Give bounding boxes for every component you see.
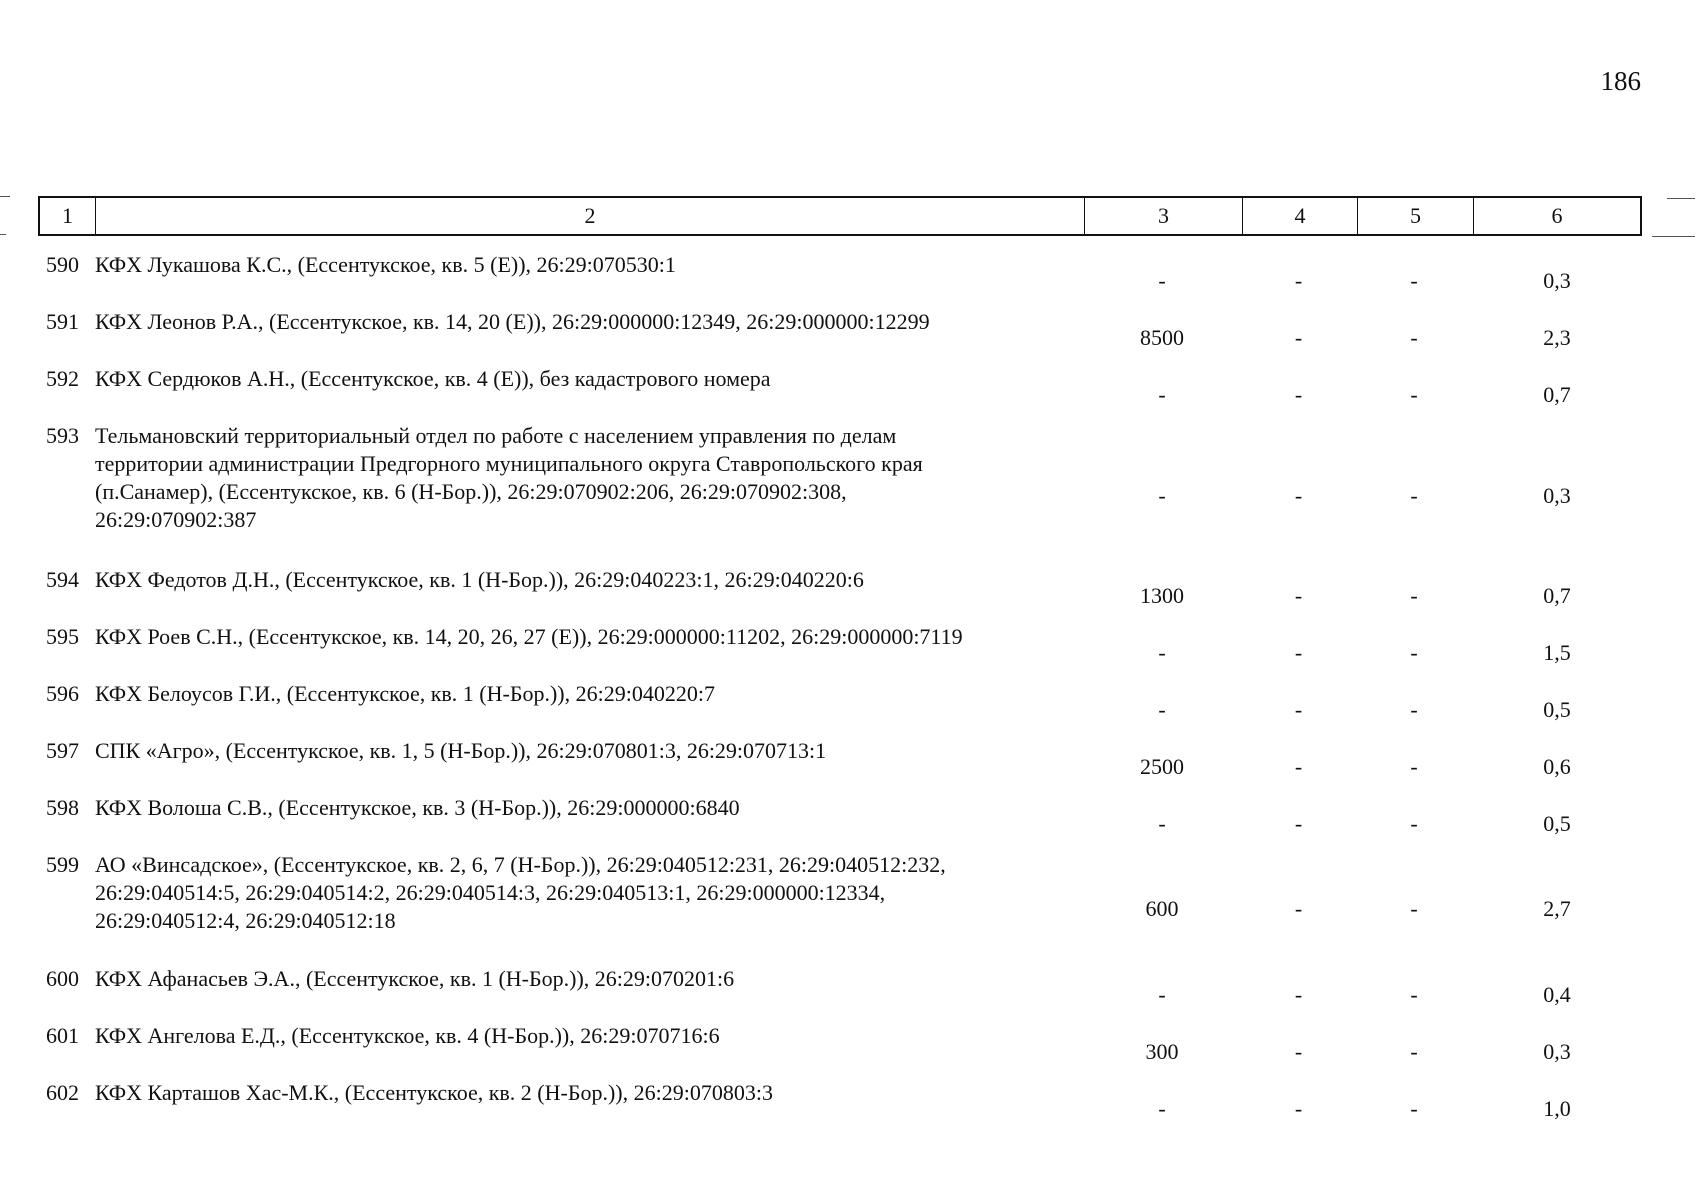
row-col-6: 0,7 (1543, 583, 1571, 608)
scan-mark-left-lower (0, 234, 6, 235)
header-col-6: 6 (1551, 203, 1563, 228)
row-description: КФХ Леонов Р.А., (Ессентукское, кв. 14, 20 (Е)), 26:29:000000:12349, 26:29:000000:12299 (95, 309, 930, 334)
row-number: 596 (46, 681, 79, 706)
row-col-6: 0,3 (1543, 483, 1571, 508)
row-col-3: - (1158, 268, 1166, 293)
row-col-5: - (1410, 640, 1418, 665)
row-col-3: 300 (1145, 1039, 1179, 1064)
row-col-4: - (1294, 268, 1303, 293)
row-col-5: - (1410, 982, 1418, 1007)
scan-mark-right (1667, 198, 1695, 199)
row-col-6: 0,3 (1543, 1039, 1571, 1064)
row-col-4: - (1294, 483, 1303, 508)
row-col-6: 0,3 (1543, 268, 1571, 293)
row-description: КФХ Волоша С.В., (Ессентукское, кв. 3 (Н-Бор.)), 26:29:000000:6840 (95, 795, 740, 820)
header-col-3: 3 (1085, 198, 1243, 234)
row-col-3: - (1158, 1096, 1166, 1121)
row-col-4: - (1294, 982, 1303, 1007)
row-col-6: 0,4 (1543, 982, 1571, 1007)
row-col-4: - (1294, 896, 1303, 921)
row-number: 593 (46, 423, 79, 448)
row-description: КФХ Карташов Хас-М.К., (Ессентукское, кв. 2 (Н-Бор.)), 26:29:070803:3 (95, 1080, 773, 1105)
row-number: 595 (46, 624, 79, 649)
row-col-3: - (1158, 811, 1166, 836)
row-description: КФХ Афанасьев Э.А., (Ессентукское, кв. 1 (Н-Бор.)), 26:29:070201:6 (95, 966, 735, 991)
row-col-6: 1,0 (1543, 1096, 1571, 1121)
row-number: 600 (46, 966, 79, 991)
row-col-4: - (1294, 325, 1303, 350)
row-description: КФХ Ангелова Е.Д., (Ессентукское, кв. 4 (Н-Бор.)), 26:29:070716:6 (95, 1023, 720, 1048)
row-col-5: - (1410, 811, 1418, 836)
row-col-4: - (1294, 697, 1303, 722)
row-col-5: - (1410, 325, 1418, 350)
row-col-5: - (1410, 483, 1418, 508)
row-col-3: - (1158, 382, 1166, 407)
scan-mark-right-lower (1652, 236, 1695, 237)
row-col-6: 1,5 (1543, 640, 1571, 665)
row-col-4: - (1294, 382, 1303, 407)
row-col-5: - (1410, 697, 1418, 722)
row-number: 601 (46, 1023, 79, 1048)
row-description: КФХ Сердюков А.Н., (Ессентукское, кв. 4 (Е)), без кадастрового номера (95, 366, 771, 391)
row-col-3: 1300 (1140, 583, 1184, 608)
row-number: 599 (46, 852, 79, 877)
row-col-4: - (1294, 811, 1303, 836)
row-description: КФХ Белоусов Г.И., (Ессентукское, кв. 1 (Н-Бор.)), 26:29:040220:7 (95, 681, 715, 706)
row-col-4: - (1294, 640, 1303, 665)
row-col-3: - (1158, 697, 1166, 722)
header-col-5: 5 (1358, 198, 1474, 234)
row-col-4: - (1294, 1039, 1303, 1064)
row-col-5: - (1410, 1039, 1418, 1064)
row-col-3: 8500 (1140, 325, 1184, 350)
row-col-3: - (1158, 982, 1166, 1007)
row-col-3: - (1158, 483, 1166, 508)
scan-mark-left (0, 196, 10, 197)
row-col-3: 600 (1145, 896, 1179, 921)
row-col-5: - (1410, 382, 1418, 407)
row-col-6: 0,7 (1543, 382, 1571, 407)
table-header (38, 196, 1642, 236)
header-col-4: 4 (1243, 198, 1358, 234)
header-col-2: 2 (96, 198, 1085, 234)
row-number: 591 (46, 309, 79, 334)
row-description: КФХ Лукашова К.С., (Ессентукское, кв. 5 (Е)), 26:29:070530:1 (95, 252, 676, 277)
row-col-3: 2500 (1140, 754, 1184, 779)
row-number: 598 (46, 795, 79, 820)
row-col-6: 0,6 (1543, 754, 1571, 779)
row-col-6: 2,3 (1543, 325, 1571, 350)
page-number: 186 (1600, 66, 1641, 96)
row-col-5: - (1410, 268, 1418, 293)
header-col-1: 1 (40, 198, 96, 234)
row-number: 590 (46, 252, 79, 277)
row-number: 602 (46, 1080, 79, 1105)
row-number: 597 (46, 738, 79, 763)
row-col-4: - (1294, 1096, 1303, 1121)
row-col-5: - (1410, 1096, 1418, 1121)
row-col-6: 0,5 (1543, 697, 1571, 722)
row-description: КФХ Федотов Д.Н., (Ессентукское, кв. 1 (Н-Бор.)), 26:29:040223:1, 26:29:040220:6 (95, 567, 864, 592)
row-number: 592 (46, 366, 79, 391)
row-col-6: 2,7 (1543, 896, 1571, 921)
row-description: КФХ Роев С.Н., (Ессентукское, кв. 14, 20, 26, 27 (Е)), 26:29:000000:11202, 26:29:000000:7119 (95, 624, 963, 649)
row-col-4: - (1294, 754, 1303, 779)
row-description: СПК «Агро», (Ессентукское, кв. 1, 5 (Н-Бор.)), 26:29:070801:3, 26:29:070713:1 (95, 738, 827, 763)
row-number: 594 (46, 567, 79, 592)
row-col-4: - (1294, 583, 1303, 608)
row-col-6: 0,5 (1543, 811, 1571, 836)
row-col-3: - (1158, 640, 1166, 665)
row-col-5: - (1410, 583, 1418, 608)
row-description: Тельмановский территориальный отдел по работе с населением управления по делам территории администрации Предгорного муниципального округа Ставропольского края (п.Санамер), (Ессентукское, кв. 6 (Н-Бор.)), 26:29:070902:206, 26:29:070902:308, 26:29:070902:387 (95, 423, 923, 532)
row-col-5: - (1410, 754, 1418, 779)
row-col-5: - (1410, 896, 1418, 921)
row-description: АО «Винсадское», (Ессентукское, кв. 2, 6, 7 (Н-Бор.)), 26:29:040512:231, 26:29:040512:232, 26:29:040514:5, 26:29:040514:2, 26:29:040514:3, 26:29:040513:1, 26:29:000000:12334, 26:29:040512:4, 26:29:040512:18 (95, 852, 946, 933)
